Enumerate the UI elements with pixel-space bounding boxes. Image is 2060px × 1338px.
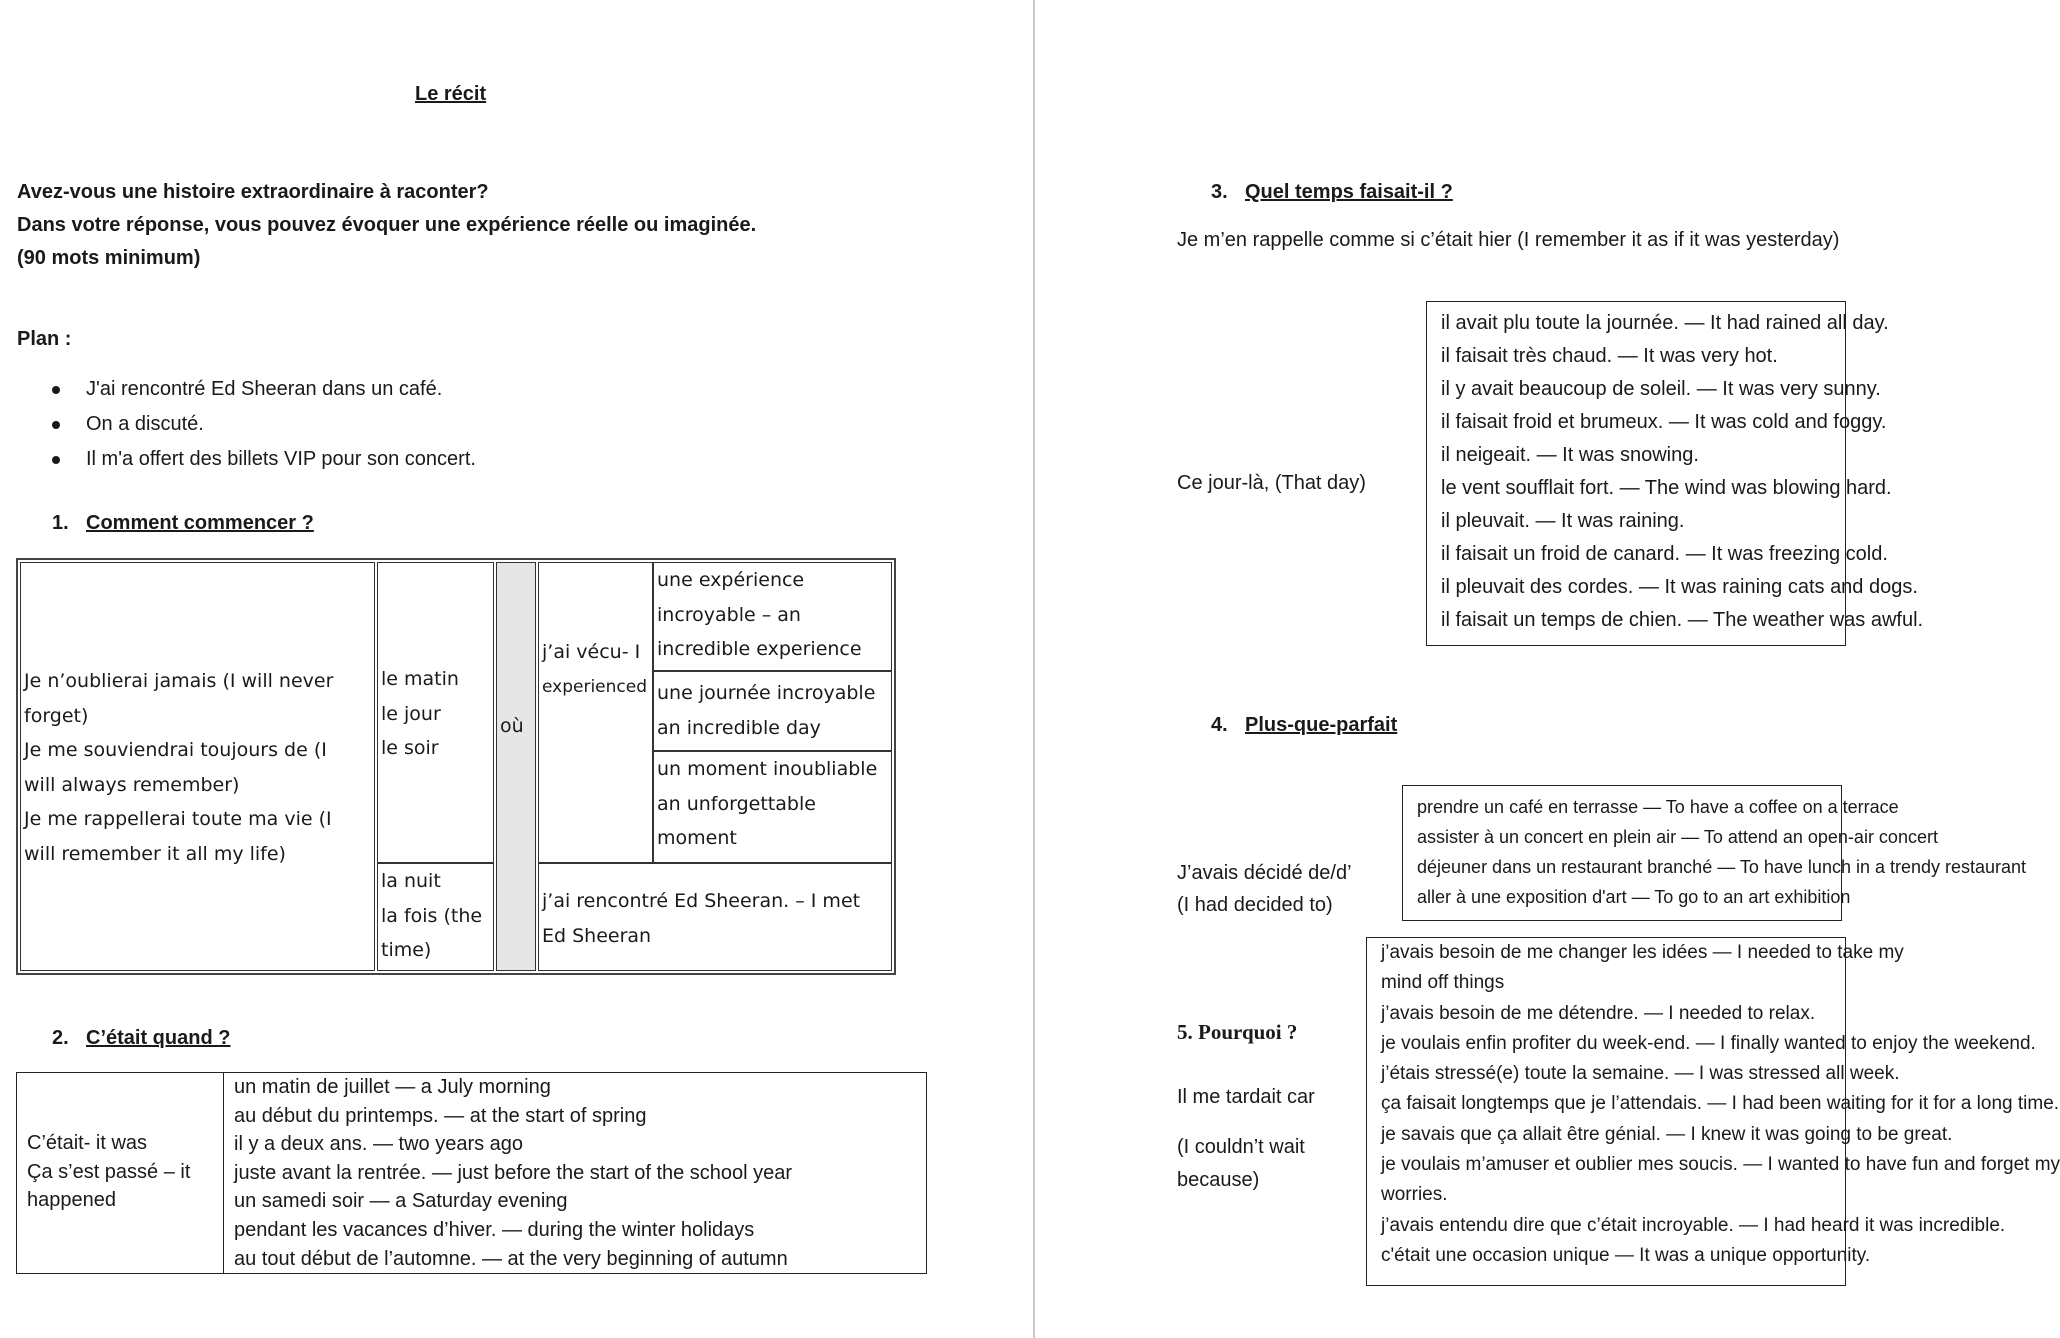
experience-option-3: un moment inoubliable an unforgettable moment: [653, 751, 892, 863]
weather-line: il faisait froid et brumeux. — It was cold and foggy.: [1441, 411, 1887, 433]
section-4-heading: 4. Plus-que-parfait: [1211, 714, 1398, 736]
when-options-cell: un matin de juillet — a July morning au début du printemps. — at the start of spring il y a deux ans. — two years ago juste avant la rentrée. — just before the start of the school year un samedi soir — a Saturday evening pendant les vacances d’hiver. — during the winter holidays au tout début de l’automne. — at the very beginning of autumn: [234, 1076, 793, 1270]
why-line: j’avais besoin de me changer les idées — I needed to take my: [1381, 942, 1904, 963]
section-2-heading: 2. C’était quand ?: [52, 1027, 231, 1049]
why-line: je savais que ça allait être génial. — I knew it was going to be great.: [1381, 1123, 1953, 1145]
weather-intro: Je m’en rappelle comme si c’était hier (I remember it as if it was yesterday): [1177, 229, 1840, 251]
right-page: [1036, 0, 2060, 1338]
decided-label: J’avais décidé de/d’ (I had decided to): [1177, 862, 1352, 916]
page-divider: [1033, 0, 1035, 1338]
why-line: j’avais besoin de me détendre. — I needed to relax.: [1381, 1002, 1816, 1024]
bullet-icon: [52, 456, 60, 464]
why-line: worries.: [1381, 1184, 1448, 1206]
plan-item: On a discuté.: [52, 407, 476, 442]
why-line: je voulais enfin profiter du week-end. — I finally wanted to enjoy the weekend.: [1381, 1032, 2036, 1054]
weather-line: il faisait un froid de canard. — It was freezing cold.: [1441, 543, 1888, 565]
section-3-heading: 3. Quel temps faisait-il ?: [1211, 181, 1453, 203]
weather-line: le vent soufflait fort. — The wind was blowing hard.: [1441, 477, 1892, 499]
why-line: j’étais stressé(e) toute la semaine. — I was stressed all week.: [1381, 1063, 1900, 1085]
page-title: Le récit: [415, 83, 487, 105]
plan-item: Il m'a offert des billets VIP pour son concert.: [52, 442, 476, 477]
section-5-heading: 5. Pourquoi ?: [1177, 1020, 1298, 1044]
weather-line: il avait plu toute la journée. — It had rained all day.: [1441, 312, 1889, 334]
experience-option-2: une journée incroyable an incredible day: [653, 671, 892, 751]
bullet-icon: [52, 421, 60, 429]
weather-line: il faisait un temps de chien. — The weather was awful.: [1441, 609, 1924, 631]
start-table: [16, 558, 896, 975]
why-line: c'était une occasion unique — It was a unique opportunity.: [1381, 1244, 1871, 1266]
prompt-line-3: (90 mots minimum): [17, 247, 201, 269]
plan-item: J'ai rencontré Ed Sheeran dans un café.: [52, 372, 476, 407]
when-label-cell: C’était- it was Ça s’est passé – it happened: [17, 1073, 224, 1273]
decided-box: [1402, 785, 2027, 921]
weather-box: [1426, 301, 1924, 646]
why-line: ça faisait longtemps que je l’attendais. — I had been waiting for it for a long time.: [1381, 1093, 2060, 1115]
plan-list: [52, 372, 476, 477]
decided-line: aller à une exposition d'art — To go to an art exhibition: [1417, 887, 1851, 907]
weather-line: il faisait très chaud. — It was very hot.: [1441, 345, 1778, 367]
when-table: [16, 1072, 927, 1274]
why-line: j’avais entendu dire que c’était incroyable. — I had heard it was incredible.: [1381, 1214, 2006, 1236]
weather-line: il pleuvait des cordes. — It was raining cats and dogs.: [1441, 576, 1918, 598]
weather-line: il pleuvait. — It was raining.: [1441, 510, 1685, 532]
night-time-cell: la nuit la fois (the time): [377, 863, 494, 971]
decided-line: déjeuner dans un restaurant branché — To have lunch in a trendy restaurant: [1417, 857, 2027, 877]
met-ed-sheeran-cell: j’ai rencontré Ed Sheeran. – I met Ed Sheeran: [538, 863, 892, 971]
start-phrases-cell: Je n’oublierai jamais (I will never forget) Je me souviendrai toujours de (I will always remember) Je me rappellerai toute ma vie (I will remember it all my life): [20, 562, 375, 971]
why-box: [1366, 937, 2060, 1286]
weather-line: il neigeait. — It was snowing.: [1441, 444, 1699, 466]
why-label: Il me tardait car: [1177, 1086, 1315, 1108]
prompt-line-2: Dans votre réponse, vous pouvez évoquer une expérience réelle ou imaginée.: [17, 214, 757, 236]
bullet-icon: [52, 386, 60, 394]
prompt-line-1: Avez-vous une histoire extraordinaire à raconter?: [17, 181, 489, 203]
why-line: je voulais m’amuser et oublier mes soucis. — I wanted to have fun and forget my: [1381, 1154, 2060, 1176]
why-line: mind off things: [1381, 972, 1505, 994]
ou-cell: où: [496, 562, 536, 971]
weather-label: Ce jour-là, (That day): [1177, 472, 1366, 494]
plan-label: Plan :: [17, 328, 72, 350]
time-of-day-cell: le matin le jour le soir: [377, 562, 494, 863]
decided-line: prendre un café en terrasse — To have a coffee on a terrace: [1417, 797, 1899, 817]
why-label-translation: (I couldn’t wait because): [1177, 1136, 1305, 1191]
decided-line: assister à un concert en plein air — To attend an open-air concert: [1417, 827, 1938, 847]
section-1-heading: 1. Comment commencer ?: [52, 512, 314, 534]
experience-option-1: une expérience incroyable – an incredible experience: [653, 562, 892, 671]
experienced-cell: j’ai vécu- I experienced: [538, 562, 653, 863]
weather-line: il y avait beaucoup de soleil. — It was very sunny.: [1441, 378, 1881, 400]
